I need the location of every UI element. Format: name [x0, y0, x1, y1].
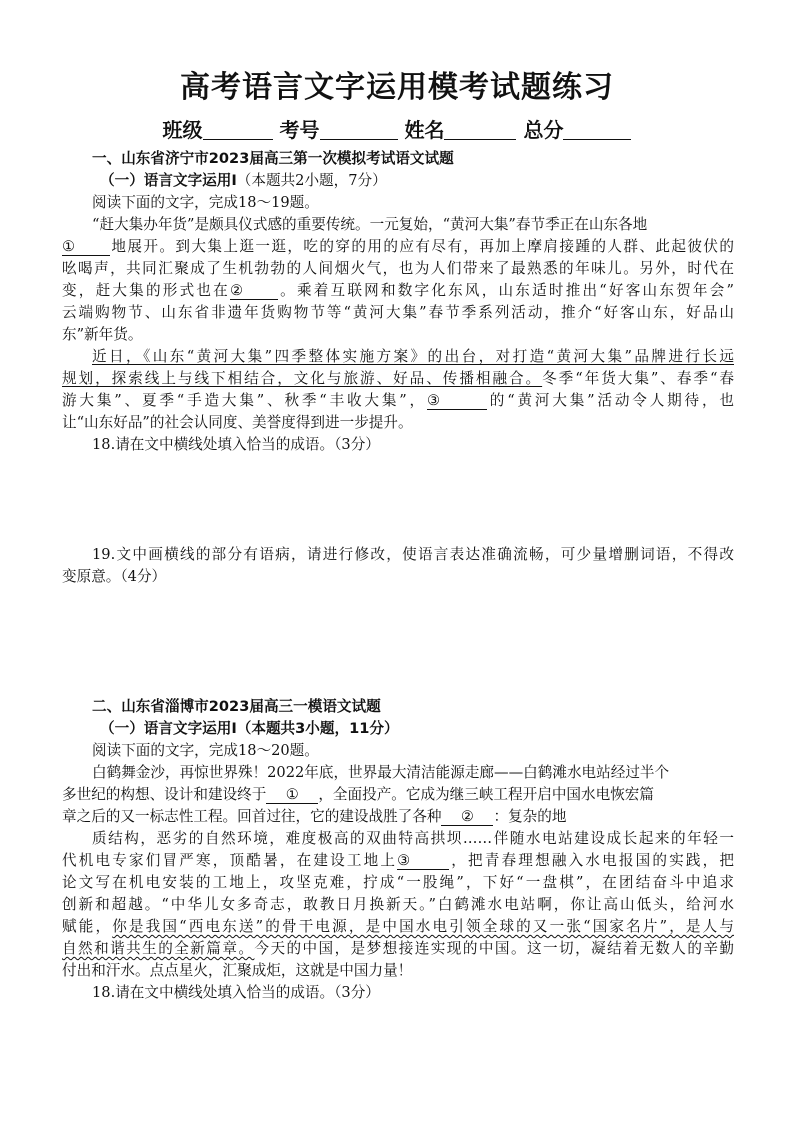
- passage1-line2: ① 地展开。到大集上逛一逛，吃的穿的用的应有尽有，再加上摩肩接踵的人群、此起彼伏的: [62, 238, 734, 255]
- blank-1: ①: [62, 239, 110, 256]
- score-label: 总分: [523, 118, 564, 142]
- passage3-line10: 付出和汗水。点点星火，汇聚成炬，这就是中国力量！: [62, 962, 413, 979]
- passage2-line3: 游大集”、夏季“手造大集”、秋季“丰收大集”，③ 的“黄河大集”活动令人期待，也: [62, 392, 734, 409]
- section2-intro: 阅读下面的文字，完成18～20题。: [92, 742, 319, 759]
- section2-subheading: （一）语言文字运用Ⅰ（本题共3小题，11分）: [100, 720, 399, 737]
- passage2-line4: 让“山东好品”的社会认同度、美誉度得到进一步提升。: [62, 414, 413, 431]
- passage3-line8: 赋能，你是我国“西电东送”的骨干电源，是中国水电引领全球的又一张“国家名片”，是人与: [62, 918, 734, 935]
- passage3-line1: 白鹤舞金沙，再惊世界殊！2022年底，世界最大清洁能源走廊——白鹤滩水电站经过半个: [92, 764, 670, 781]
- question-19-line2: 变原意。（4分）: [62, 568, 167, 585]
- passage3-line4: 质结构，恶劣的自然环境，难度极高的双曲特高拱坝……伴随水电站建设成长起来的年轻一: [92, 830, 734, 847]
- class-blank[interactable]: [203, 119, 273, 140]
- exam-no-label: 考号: [279, 118, 320, 142]
- passage2-line2: 规划，探索线上与线下相结合，文化与旅游、好品、传播相融合。冬季“年货大集”、春季“春: [62, 370, 734, 387]
- name-blank[interactable]: [444, 119, 516, 140]
- passage3-line3: 章之后的又一标志性工程。回首过往，它的建设战胜了各种 ② ：复杂的地: [62, 808, 567, 825]
- passage1-line6: 东”新年货。: [62, 326, 143, 343]
- passage3-line7: 创新和超越。“中华儿女多奇志，敢教日月换新天。”白鹤滩水电站啊，你让高山低头，给河水: [62, 896, 734, 913]
- question-19-line1: 19.文中画横线的部分有语病，请进行修改，使语言表达准确流畅，可少量增删词语，不得改: [92, 546, 734, 563]
- passage3-line5: 代机电专家们冒严寒，顶酷暑，在建设工地上③ ，把青春理想融入水电报国的实践，把: [62, 852, 734, 869]
- section1-heading: 一、山东省济宁市2023届高三第一次模拟考试语文试题: [92, 150, 454, 167]
- blank-s2-2: ②: [441, 809, 493, 826]
- passage1-line1: “赶大集办年货”是颇具仪式感的重要传统。一元复始，“黄河大集”春节季正在山东各地: [92, 216, 648, 233]
- exam-no-blank[interactable]: [320, 119, 398, 140]
- blank-s2-3: ③: [397, 853, 449, 870]
- question-18-s1: 18.请在文中横线处填入恰当的成语。（3分）: [92, 436, 380, 453]
- question-18-s2: 18.请在文中横线处填入恰当的成语。（3分）: [92, 984, 380, 1001]
- name-label: 姓名: [404, 118, 445, 142]
- passage1-line5: 云端购物节、山东省非遗年货购物节等“黄河大集”春节季系列活动，推介“好客山东，好品山: [62, 304, 734, 321]
- blank-s2-1: ①: [266, 787, 318, 804]
- passage3-line6: 论文写在机电安装的工地上，攻坚克难，拧成“一股绳”，下好“一盘棋”，在团结奋斗中追求: [62, 874, 734, 891]
- class-label: 班级: [162, 118, 203, 142]
- score-blank[interactable]: [563, 119, 631, 140]
- blank-3: ③: [427, 393, 487, 410]
- section1-subheading: （一）语言文字运用Ⅰ（本题共2小题，7分）: [100, 172, 387, 189]
- passage3-line9: 自然和谐共生的全新篇章。今天的中国，是梦想接连实现的中国。这一切，凝结着无数人的辛勤: [62, 940, 734, 957]
- passage2-line1: 近日，《山东“黄河大集”四季整体实施方案》的出台，对打造“黄河大集”品牌进行长远: [92, 348, 734, 365]
- student-info-row: [0, 114, 794, 143]
- section1-intro: 阅读下面的文字，完成18～19题。: [92, 194, 319, 211]
- blank-2: ②: [230, 283, 278, 300]
- passage1-line4: 变，赶大集的形式也在② 。乘着互联网和数字化东风，山东适时推出“好客山东贺年会”: [62, 282, 734, 299]
- passage3-line2: 多世纪的构想、设计和建设终于 ① ，全面投产。它成为继三峡工程开启中国水电恢宏篇: [62, 786, 654, 803]
- page-title: 高考语言文字运用模考试题练习: [180, 70, 614, 105]
- section2-heading: 二、山东省淄博市2023届高三一模语文试题: [92, 698, 381, 715]
- passage1-line3: 吆喝声，共同汇聚成了生机勃勃的人间烟火气，也为人们带来了最熟悉的年味儿。另外，时代在: [62, 260, 734, 277]
